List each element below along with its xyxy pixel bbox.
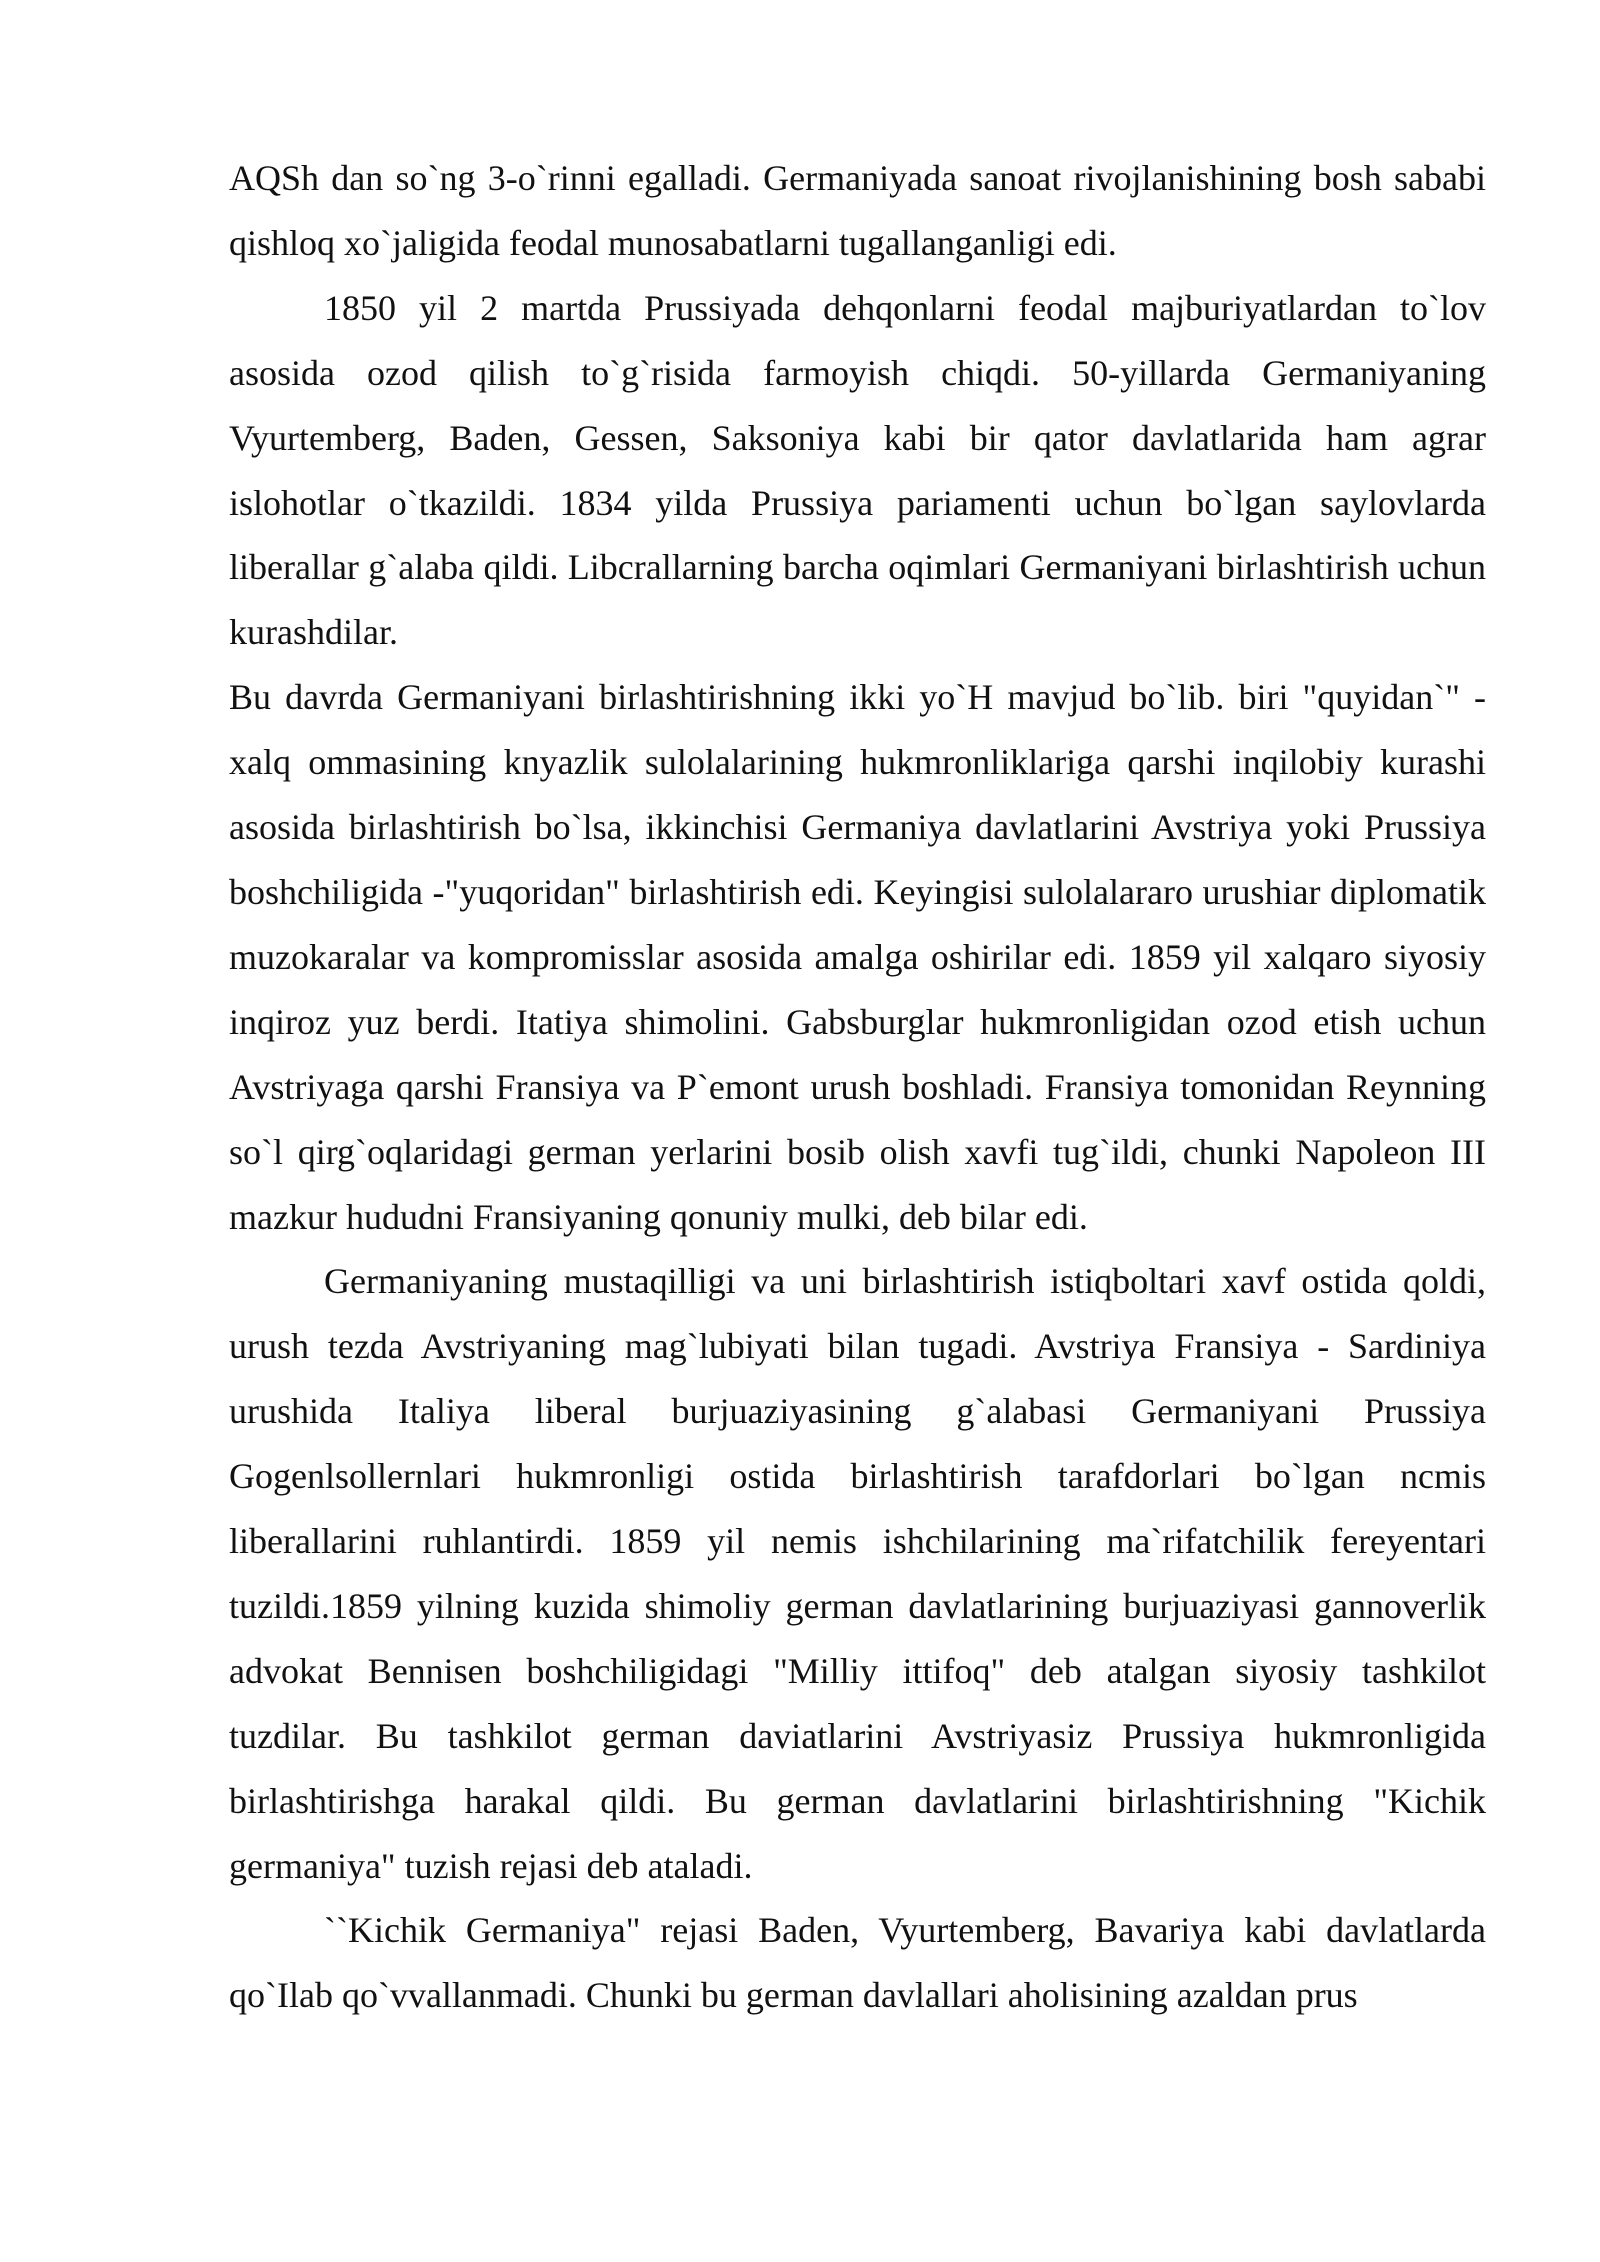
paragraph-4: Germaniyaning mustaqilligi va uni birlashtirish istiqboltari xavf ostida qoldi, urush tezda Avstriyaning mag`lubiyati bilan tugadi. Avstriya Fransiya - Sardiniya urushida Italiya liberal burjuaziyasining g`alabasi Germaniyani Prussiya Gogenlsollernlari hukmronligi ostida birlashtirish tarafdorlari bo`lgan ncmis liberallarini ruhlantirdi. 1859 yil nemis ishchilarining ma`rifatchilik fereyentari tuzildi.1859 yilning kuzida shimoliy german davlatlarining burjuaziyasi gannoverlik advokat Bennisen boshchiligidagi "Milliy ittifoq" deb atalgan siyosiy tashkilot tuzdilar. Bu tashkilot german daviatlarini Avstriyasiz Prussiya hukmronligida birlashtirishga harakal qildi. Bu german davlatlarini birlashtirishning "Kichik germaniya" tuzish rejasi deb ataladi.	[229, 1261, 1486, 1886]
paragraph-1: AQSh dan so`ng 3-o`rinni egalladi. Germaniyada sanoat rivojlanishining bosh sababi qishloq xo`jaligida feodal munosabatlarni tugallanganligi edi.	[229, 158, 1486, 263]
paragraph-2: 1850 yil 2 martda Prussiyada dehqonlarni feodal majburiyatlardan to`lov asosida ozod qilish to`g`risida farmoyish chiqdi. 50-yillarda Germaniyaning Vyurtemberg, Baden, Gessen, Saksoniya kabi bir qator davlatlarida ham agrar islohotlar o`tkazildi. 1834 yilda Prussiya pariamenti uchun bo`lgan saylovlarda liberallar g`alaba qildi. Libcrallarning barcha oqimlari Germaniyani birlashtirish uchun kurashdilar.	[229, 287, 1486, 653]
document-body	[229, 146, 1486, 2028]
paragraph-5: ``Kichik Germaniya" rejasi Baden, Vyurtemberg, Bavariya kabi davlatlarda qo`Ilab qo`vvallanmadi. Chunki bu german davlallari aholisining azaldan prus	[229, 1910, 1486, 2016]
paragraph-3: Bu davrda Germaniyani birlashtirishning ikki yo`H mavjud bo`lib. biri "quyidan`" -xalq ommasining knyazlik sulolalarining hukmronliklariga qarshi inqilobiy kurashi asosida birlashtirish bo`lsa, ikkinchisi Germaniya davlatlarini Avstriya yoki Prussiya boshchiligida -"yuqoridan" birlashtirish edi. Keyingisi sulolalararo urushiar diplomatik muzokaralar va kompromisslar asosida amalga oshirilar edi. 1859 yil xalqaro siyosiy inqiroz yuz berdi. Itatiya shimolini. Gabsburglar hukmronligidan ozod etish uchun Avstriyaga qarshi Fransiya va P`emont urush boshladi. Fransiya tomonidan Reynning so`l qirg`oqlaridagi german yerlarini bosib olish xavfi tug`ildi, chunki Napoleon III mazkur hududni Fransiyaning qonuniy mulki, deb bilar edi.	[229, 677, 1486, 1237]
